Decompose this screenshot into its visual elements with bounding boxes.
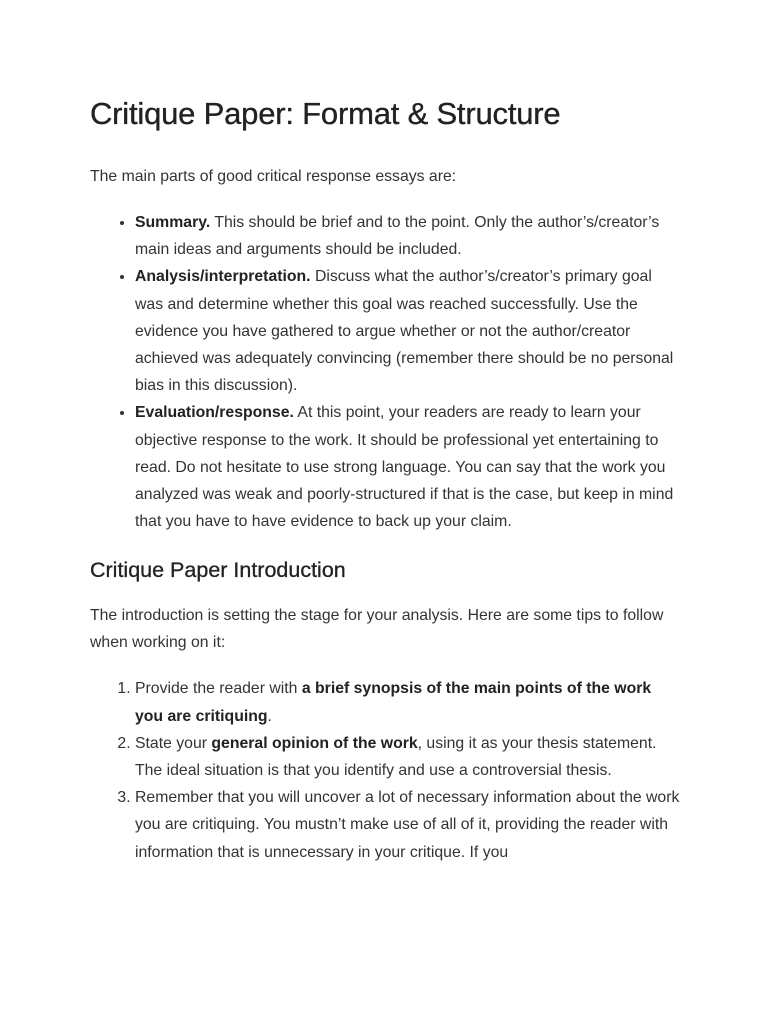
list-item-term: Evaluation/response.	[135, 404, 294, 422]
section-heading: Critique Paper Introduction	[90, 558, 346, 583]
page-title: Critique Paper: Format & Structure	[90, 96, 561, 131]
tip-emphasis: general opinion of the work	[211, 734, 418, 752]
list-item	[135, 263, 680, 399]
section-intro-paragraph: The introduction is setting the stage for your analysis. Here are some tips to follow when working on it:	[90, 607, 664, 652]
tips-list	[90, 675, 680, 865]
list-item	[135, 730, 680, 784]
parts-list	[90, 209, 680, 535]
list-item	[135, 399, 680, 535]
intro-paragraph: The main parts of good critical response essays are:	[90, 168, 457, 185]
list-item	[135, 675, 680, 729]
tip-text: .	[267, 707, 272, 725]
list-item-text: Discuss what the author’s/creator’s primary goal was and determine whether this goal was reached successfully. Use the evidence you have gathered to argue whether or not the author/creator achieved was adequately convincing (remember there should be no personal bias in this discussion).	[135, 268, 674, 395]
tip-text: , using it as your thesis statement. The ideal situation is that you identify and use a controversial thesis.	[135, 734, 657, 780]
tip-text: Remember that you will uncover a lot of necessary information about the work you are critiquing. You mustn’t make use of all of it, providing the reader with information that is unnecessary in your critique. If you	[135, 789, 680, 861]
tip-text: State your	[135, 734, 212, 752]
list-item-term: Summary.	[135, 214, 211, 231]
list-item-text: At this point, your readers are ready to learn your objective response to the work. It should be professional yet entertaining to read. Do not hesitate to use strong language. You can say that the work you analyzed was weak and poorly-structured if that is the case, but keep in mind that you have to have evidence to back up your claim.	[135, 404, 674, 531]
list-item	[135, 784, 680, 866]
tip-text: Provide the reader with	[135, 680, 302, 698]
list-item-term: Analysis/interpretation.	[135, 268, 311, 286]
tip-emphasis: a brief synopsis of the main points of the work you are critiquing	[135, 680, 652, 725]
list-item	[135, 209, 680, 263]
list-item-text: This should be brief and to the point. Only the author’s/creator’s main ideas and arguments should be included.	[135, 214, 660, 259]
